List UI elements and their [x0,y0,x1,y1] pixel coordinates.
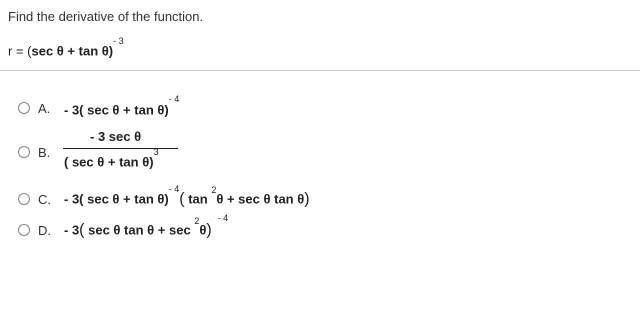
option-a-text: - 3( sec θ + tan θ) [64,102,169,118]
option-c-exp2: 2 [211,185,217,195]
function-equation [8,36,124,59]
option-c-radio[interactable] [18,193,30,205]
option-d-part1: - 3 [64,222,80,238]
option-b-denominator [64,147,159,170]
option-b-fraction-line [63,148,178,149]
option-a-expression[interactable] [64,94,180,118]
option-a-exponent: - 4 [168,94,180,104]
option-c-part3: θ + sec θ tan θ [216,191,305,207]
option-a-letter: A. [38,101,51,116]
option-d-open-paren: ( [79,221,85,239]
option-b-denominator-text: ( sec θ + tan θ) [64,154,154,170]
option-a-radio[interactable] [18,102,30,114]
option-b-exponent: 3 [153,147,159,157]
option-d-exp2: 2 [194,216,200,226]
option-c-letter: C. [38,192,51,207]
function-exponent: - 3 [113,36,124,46]
option-b-letter: B. [38,145,51,160]
option-c-expression[interactable] [64,184,310,208]
option-c-exponent: - 4 [168,184,180,194]
question-prompt: Find the derivative of the function. [8,9,204,24]
option-c-part1: - 3( sec θ + tan θ) [64,191,169,207]
option-d-radio[interactable] [18,224,30,236]
section-divider [0,70,640,71]
option-c-open-paren: ( [179,190,185,208]
option-b-radio[interactable] [18,146,30,158]
option-d-letter: D. [38,223,51,238]
option-b-numerator: - 3 sec θ [90,129,142,144]
option-c-close-paren: ) [304,190,310,208]
option-d-expression[interactable] [64,213,229,239]
function-body: sec θ + tan θ) [31,43,114,59]
option-c-part2: tan [184,191,212,207]
option-d-exponent: - 4 [217,213,229,223]
option-d-part3: θ [199,222,207,238]
option-d-part2: sec θ tan θ + sec [84,222,195,238]
option-d-close-paren: ) [206,221,212,239]
function-lhs: r = ( [8,43,32,59]
